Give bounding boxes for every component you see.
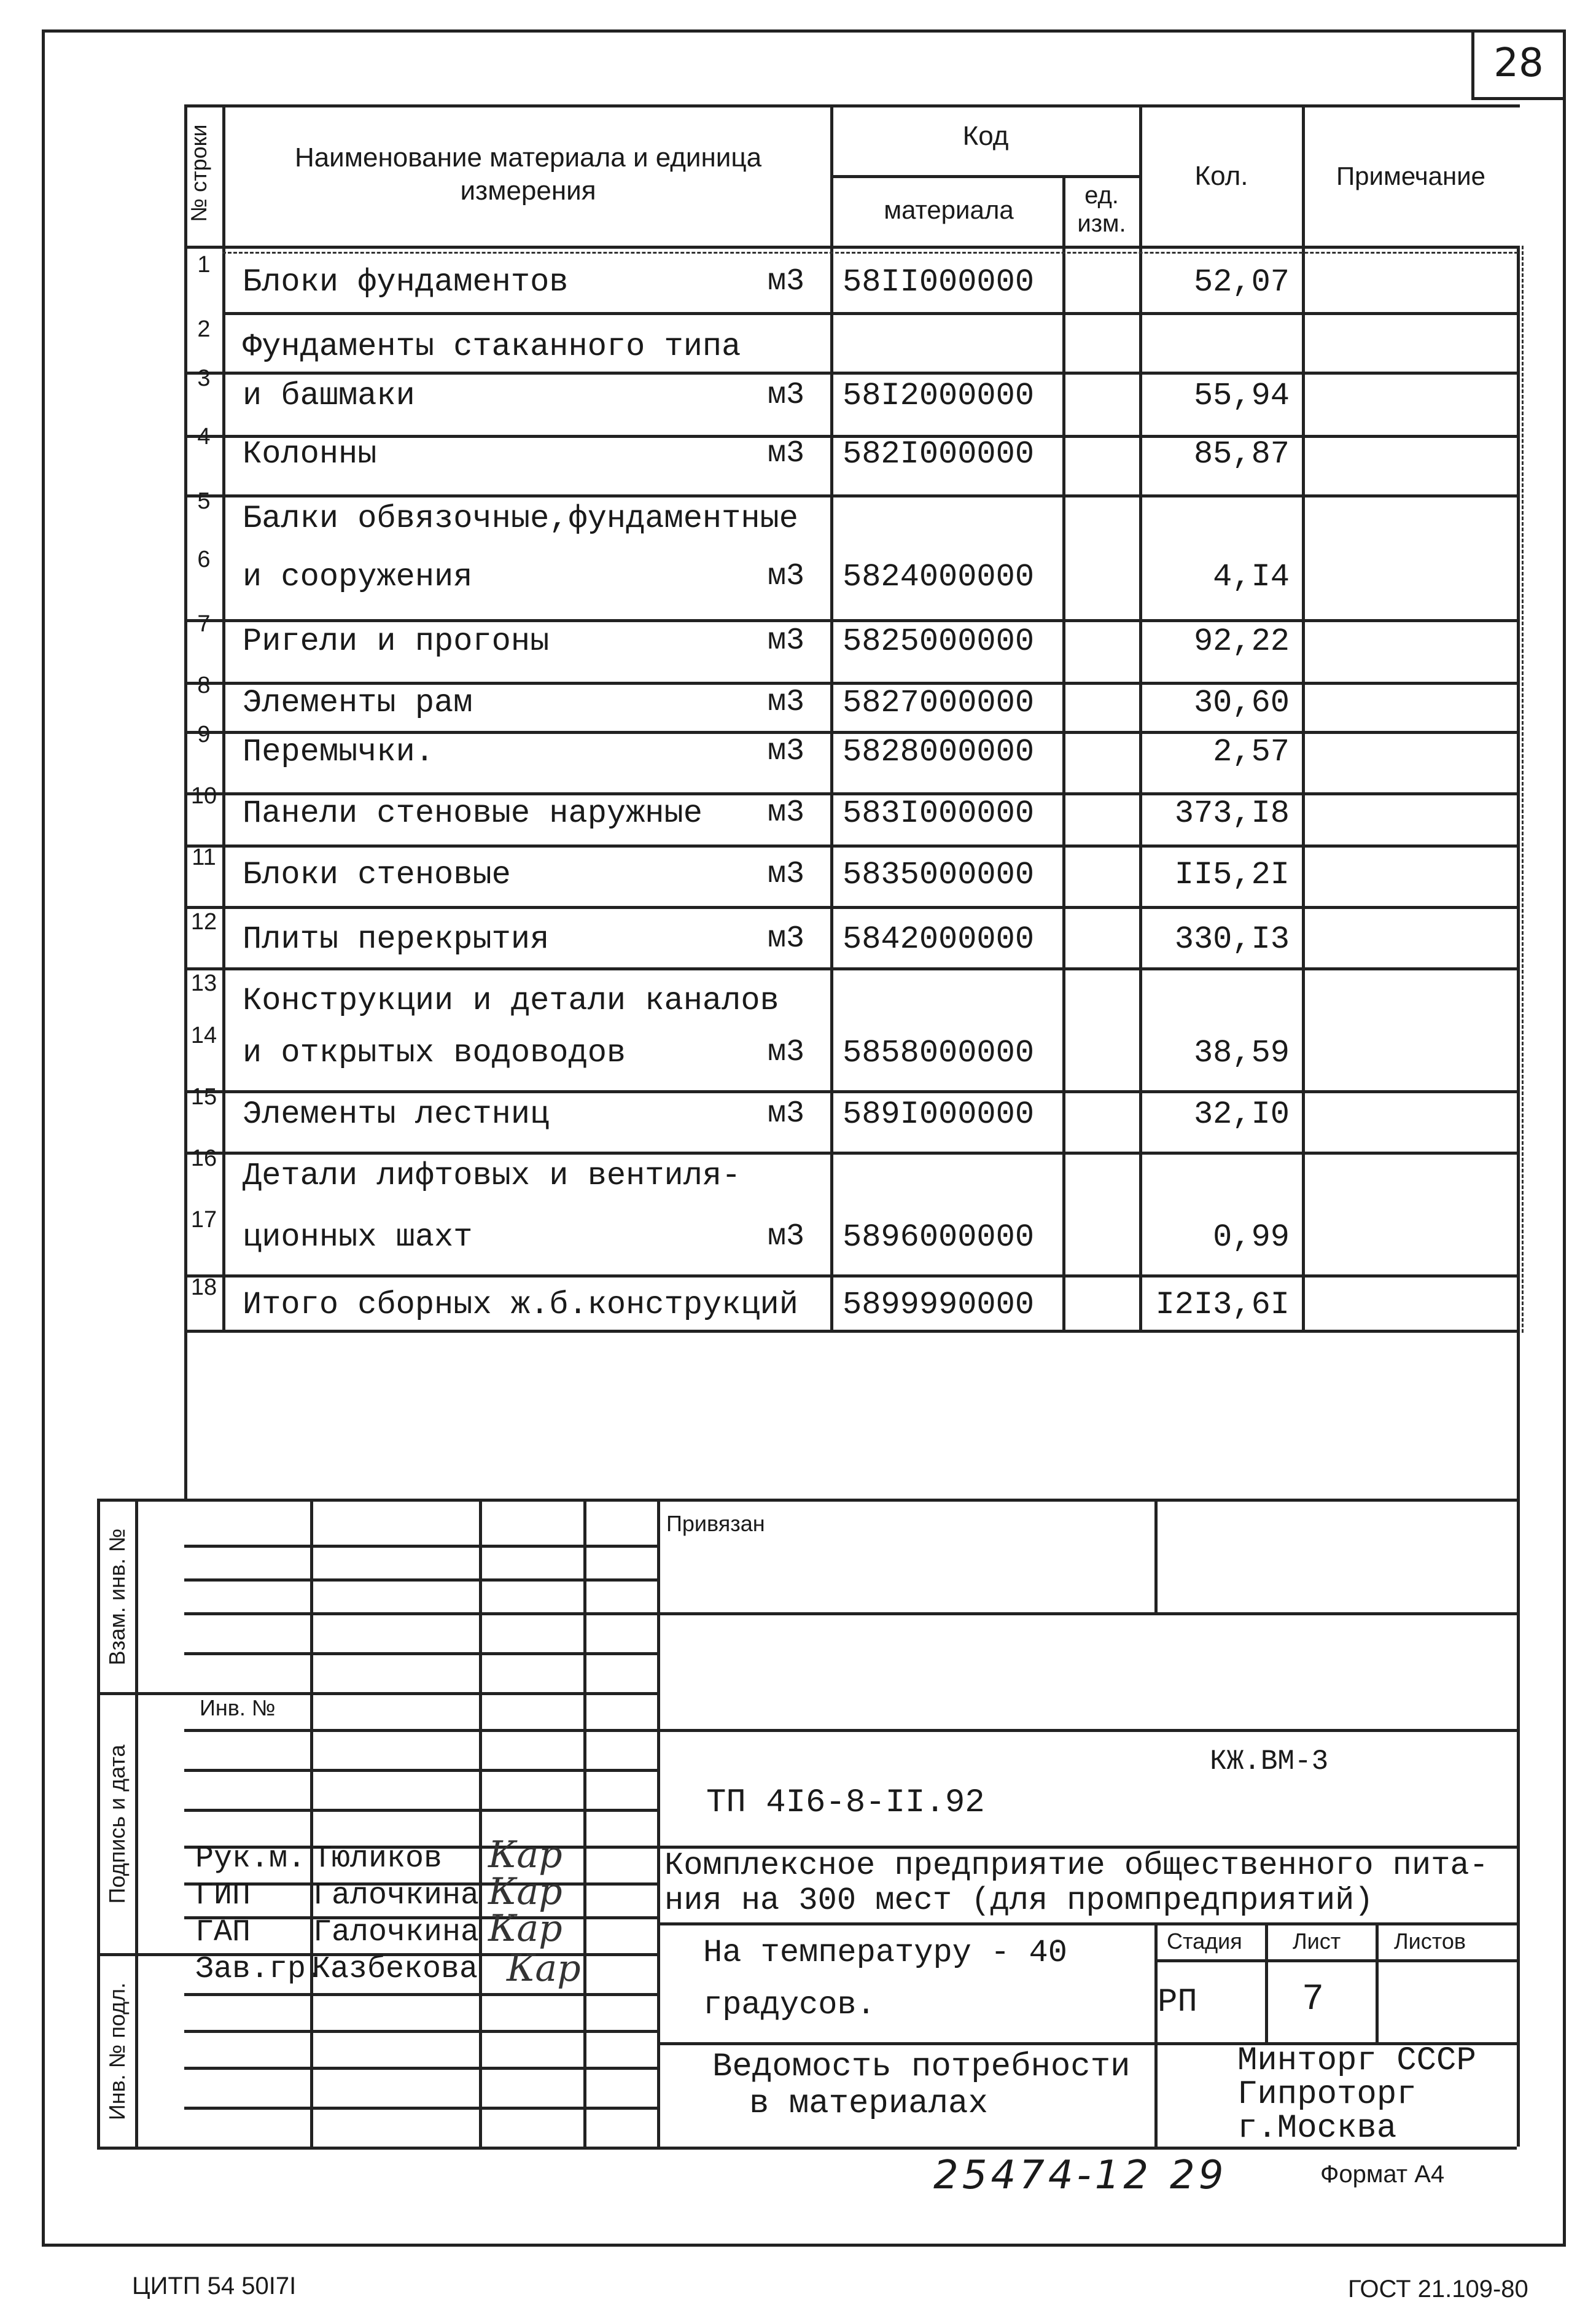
quantity: I2I3,6I [1155, 1287, 1290, 1323]
material-code: 58II000000 [843, 264, 1035, 300]
material-name: Ригели и прогоны [243, 623, 550, 660]
material-name: Колонны [243, 436, 377, 472]
tb-left-row [184, 1729, 657, 1732]
side-strip-sep2 [97, 1953, 184, 1956]
material-code: 5858000000 [843, 1035, 1035, 1071]
row-number: 6 [197, 547, 211, 572]
side-strip-sep1 [97, 1692, 184, 1695]
unit: м3 [768, 1035, 805, 1070]
row-line [184, 967, 1517, 970]
material-name: Блоки стеновые [243, 857, 511, 893]
side-label-vzam: Взам. инв. № [104, 1528, 130, 1666]
row-number: 11 [192, 845, 216, 870]
material-code: 5828000000 [843, 734, 1035, 770]
material-name: Элементы рам [243, 685, 473, 721]
row-line [222, 312, 1517, 315]
doc-title-1: Ведомость потребности [712, 2048, 1131, 2086]
row-number: 14 [190, 1023, 217, 1048]
tb-left-row [184, 2067, 657, 2070]
name-kazbekova: Казбекова [312, 1952, 478, 1987]
col-sep-material [1062, 175, 1065, 1330]
tb-left-row [184, 1809, 657, 1812]
row-line [184, 372, 1517, 375]
material-code: 58I2000000 [843, 378, 1035, 414]
project-code: ТП 4I6-8-II.92 [706, 1784, 985, 1822]
side-label-podpis: Подпись и дата [104, 1744, 130, 1904]
side-strip-left [97, 1499, 100, 2147]
material-name: Элементы лестниц [243, 1096, 550, 1133]
quantity: 4,I4 [1213, 559, 1290, 595]
signature-0: Кар [488, 1833, 562, 1876]
row-number: 16 [190, 1145, 217, 1171]
header-material: материала [884, 195, 1014, 224]
sheet-label: Лист [1293, 1929, 1341, 1954]
row-line [184, 906, 1517, 909]
material-code: 5827000000 [843, 685, 1035, 721]
row-number: 1 [197, 252, 211, 278]
tb-sheet-sep [1376, 1922, 1379, 2042]
role-gip: ГИП [195, 1878, 251, 1913]
unit: м3 [768, 921, 805, 956]
privyazan-label: Привязан [666, 1511, 765, 1536]
table-right-dotted [1522, 246, 1524, 1333]
side-strip-right [135, 1499, 138, 2147]
quantity: II5,2I [1174, 857, 1290, 893]
tb-left-row [184, 1612, 657, 1615]
table-right-border [1517, 246, 1520, 1499]
material-name: Конструкции и детали каналов [243, 983, 779, 1019]
tb-col-1 [310, 1499, 313, 2147]
tb-line-a [657, 1612, 1517, 1615]
header-note: Примечание [1336, 162, 1486, 190]
tb-left-row [184, 1578, 657, 1582]
sheets-label: Листов [1394, 1929, 1466, 1954]
row-number: 8 [197, 673, 211, 698]
material-name: и башмаки [243, 378, 415, 414]
quantity: 92,22 [1193, 623, 1290, 660]
unit: м3 [768, 795, 805, 830]
row-number: 10 [190, 783, 217, 809]
tb-left-row [184, 1545, 657, 1548]
row-number: 3 [197, 365, 211, 391]
format-label: Формат А4 [1320, 2161, 1445, 2188]
tb-left-row [184, 1652, 657, 1655]
tb-col-3 [583, 1499, 586, 2147]
material-code: 5842000000 [843, 921, 1035, 958]
header-name: Наименование материала и единица измерения [294, 142, 762, 206]
col-sep-rowno [222, 104, 225, 1330]
signature-2: Кар [488, 1907, 562, 1950]
tb-stage-sep [1265, 1922, 1268, 2042]
header-row-no: № строки [186, 124, 211, 222]
org-line-1: Минторг СССР [1237, 2042, 1476, 2080]
tb-col-4 [657, 1499, 660, 2147]
row-number: 4 [197, 424, 211, 450]
role-gap: ГАП [195, 1915, 251, 1950]
unit: м3 [768, 436, 805, 471]
row-line [184, 845, 1517, 848]
tb-line-d [657, 1922, 1517, 1925]
header-bottom-line [184, 246, 1520, 249]
unit: м3 [768, 1219, 805, 1254]
tb-left-row [184, 1993, 657, 1996]
material-name: Плиты перекрытия [243, 921, 550, 958]
footer-left: ЦИТП 54 50I7I [132, 2272, 297, 2300]
row-number: 18 [190, 1274, 217, 1300]
stage-label: Стадия [1167, 1929, 1242, 1954]
title-block-bottom-left [97, 2147, 657, 2150]
table-top-border [184, 104, 1520, 107]
material-name: ционных шахт [243, 1219, 473, 1255]
material-code: 5824000000 [843, 559, 1035, 595]
quantity: 373,I8 [1174, 795, 1290, 832]
material-name: Детали лифтовых и вентиля- [243, 1158, 741, 1194]
material-code: 589I000000 [843, 1096, 1035, 1133]
material-code: 5896000000 [843, 1219, 1035, 1255]
material-name: Панели стеновые наружные [243, 795, 703, 832]
unit: м3 [768, 378, 805, 413]
row-number: 5 [197, 488, 211, 514]
row-line [184, 1274, 1517, 1278]
quantity: 52,07 [1193, 264, 1290, 300]
header-qty: Кол. [1194, 161, 1248, 191]
header-unit-code: ед. изм. [1077, 182, 1126, 237]
row-line [184, 1090, 1517, 1093]
header-bottom-dotted [222, 252, 1518, 254]
tb-right-sep [1154, 1922, 1158, 2147]
row-line [184, 1152, 1517, 1155]
unit: м3 [768, 734, 805, 769]
footer-right: ГОСТ 21.109-80 [1348, 2276, 1528, 2303]
org-line-2: Гипроторг [1237, 2076, 1417, 2113]
tb-left-row [184, 1769, 657, 1772]
material-name: Блоки фундаментов [243, 264, 569, 300]
material-code: 5899990000 [843, 1287, 1035, 1323]
material-code: 5825000000 [843, 623, 1035, 660]
table-bottom-border [184, 1330, 1520, 1333]
material-name: Балки обвязочные,фундаментные [243, 501, 798, 537]
side-label-inv-podl: Инв. № подл. [104, 1982, 130, 2121]
inv-no-label: Инв. № [200, 1695, 276, 1720]
material-code: 583I000000 [843, 795, 1035, 832]
sheet-value: 7 [1302, 1979, 1325, 2021]
name-galochkina-1: Галочкина [313, 1878, 480, 1913]
tb-line-b [657, 1729, 1517, 1732]
row-number: 13 [190, 970, 217, 996]
doc-title-2: в материалах [749, 2085, 988, 2123]
unit: м3 [768, 559, 805, 594]
material-code: 582I000000 [843, 436, 1035, 472]
tb-privyazan-sep [1154, 1499, 1158, 1612]
row-line [184, 494, 1517, 497]
material-name: Перемычки. [243, 734, 435, 770]
material-code: 5835000000 [843, 857, 1035, 893]
tb-stage-hdr-line [1154, 1959, 1517, 1962]
object-name-1: Комплексное предприятие общественного пита- [664, 1847, 1489, 1884]
quantity: 30,60 [1193, 685, 1290, 721]
row-number: 12 [190, 909, 217, 935]
role-ruk: Рук.м. [195, 1841, 306, 1876]
quantity: 85,87 [1193, 436, 1290, 472]
stage-value: РП [1158, 1984, 1197, 2021]
signature-3: Кар [507, 1947, 581, 1990]
unit: м3 [768, 685, 805, 720]
quantity: 38,59 [1193, 1035, 1290, 1071]
row-number: 17 [190, 1207, 217, 1233]
signature-1: Кар [488, 1870, 562, 1913]
tb-left-row [184, 2030, 657, 2033]
row-number: 7 [197, 611, 211, 637]
unit: м3 [768, 1096, 805, 1131]
table-left-border [184, 104, 187, 1499]
org-line-3: г.Москва [1237, 2110, 1397, 2147]
temperature-2: градусов. [703, 1987, 876, 2023]
quantity: 55,94 [1193, 378, 1290, 414]
material-name: Итого сборных ж.б.конструкций [243, 1287, 798, 1323]
unit: м3 [768, 857, 805, 892]
quantity: 330,I3 [1174, 921, 1290, 958]
material-name: Фундаменты стаканного типа [243, 329, 741, 365]
temperature-1: На температуру - 40 [703, 1935, 1067, 1971]
handwritten-number: 25474-12 [933, 2153, 1153, 2198]
sheet-number: 28 [1471, 29, 1563, 100]
handwritten-page: 29 [1170, 2153, 1228, 2198]
name-galochkina-2: Галочкина [313, 1915, 480, 1950]
header-code: Код [962, 121, 1009, 151]
unit: м3 [768, 264, 805, 299]
material-name: и открытых водоводов [243, 1035, 626, 1071]
document-mark: КЖ.ВМ-3 [1210, 1746, 1329, 1777]
col-sep-qty [1302, 104, 1305, 1330]
quantity: 0,99 [1213, 1219, 1290, 1255]
tb-left-row [184, 2107, 657, 2110]
row-number: 9 [197, 722, 211, 747]
quantity: 32,I0 [1193, 1096, 1290, 1133]
quantity: 2,57 [1213, 734, 1290, 770]
unit: м3 [768, 623, 805, 658]
material-name: и сооружения [243, 559, 473, 595]
tb-right [1517, 1499, 1520, 2147]
col-sep-name [830, 104, 833, 1330]
row-number: 2 [197, 316, 211, 342]
code-subheader-line [830, 175, 1140, 178]
role-zavgr: Зав.гр. [195, 1952, 325, 1987]
row-line [184, 619, 1517, 622]
object-name-2: ния на 300 мест (для промпредприятий) [664, 1882, 1374, 1919]
name-tyulikov: Тюликов [313, 1841, 443, 1876]
tb-col-2 [479, 1499, 482, 2147]
row-number: 15 [190, 1084, 217, 1110]
